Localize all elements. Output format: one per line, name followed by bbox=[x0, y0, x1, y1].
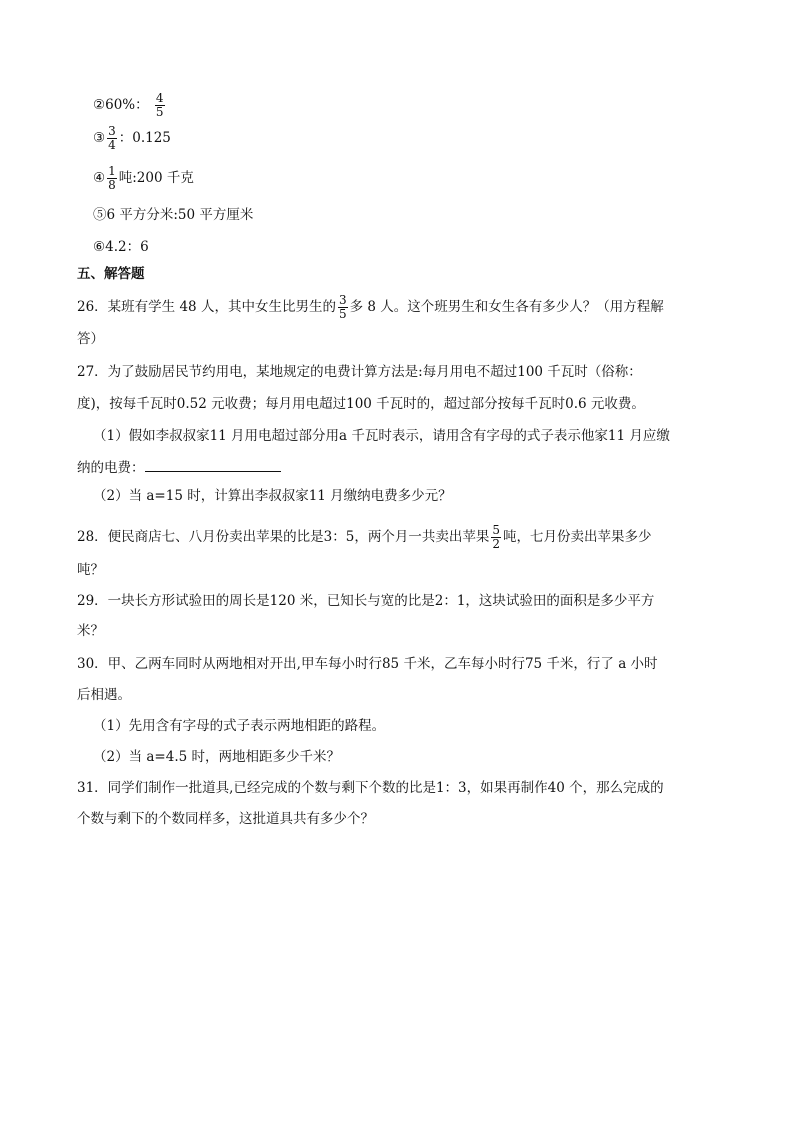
item-6-marker: ⑥ bbox=[93, 239, 106, 255]
question-30-sub-2: （2）当 a=4.5 时，两地相距多少千米？ bbox=[93, 749, 341, 765]
question-28-line-2: 吨？ bbox=[77, 562, 104, 578]
item-3-fraction bbox=[107, 125, 117, 152]
item-2-marker: ② bbox=[93, 97, 106, 113]
q26-frac-den: 5 bbox=[338, 307, 347, 321]
item-3-marker: ③ bbox=[93, 130, 106, 146]
q26-text-a: 26．某班有学生 48 人，其中女生比男生的 bbox=[77, 299, 336, 315]
question-31-line-1: 31．同学们制作一批道具,已经完成的个数与剩下个数的比是1：3，如果再制作40 个，那么完成的 bbox=[77, 780, 664, 796]
q28-frac-den: 2 bbox=[492, 537, 500, 551]
item-2-frac-num: 4 bbox=[155, 91, 164, 105]
question-27-sub-1-line-1: （1）假如李叔叔家11 月用电超过部分用a 千瓦时表示，请用含有字母的式子表示他家11 月应缴 bbox=[93, 428, 670, 444]
q28-fraction bbox=[491, 524, 501, 551]
question-27-line-2: 度)，按每千瓦时0.52 元收费；每月用电超过100 千瓦时的，超过部分按每千瓦时0.6 元收费。 bbox=[77, 396, 645, 412]
q26-text-b: 多 8 人。这个班男生和女生各有多少人？（用方程解 bbox=[349, 299, 664, 315]
question-26-line-1 bbox=[77, 294, 664, 321]
item-6 bbox=[93, 238, 149, 256]
item-6-text: 4.2：6 bbox=[105, 239, 149, 255]
question-30-sub-1: （1）先用含有字母的式子表示两地相距的路程。 bbox=[93, 718, 386, 734]
item-3-frac-num: 3 bbox=[108, 124, 116, 138]
question-28-line-1 bbox=[77, 524, 652, 551]
question-27-sub-2: （2）当 a=15 时，计算出李叔叔家11 月缴纳电费多少元？ bbox=[93, 488, 452, 504]
q26-fraction bbox=[338, 294, 348, 321]
q27-sub1-label: 纳的电费： bbox=[77, 460, 145, 476]
question-31-line-2: 个数与剩下的个数同样多，这批道具共有多少个？ bbox=[77, 811, 374, 827]
item-2-frac-den: 5 bbox=[155, 105, 164, 119]
q28-frac-num: 5 bbox=[492, 523, 500, 537]
item-2-left: 60%： bbox=[105, 97, 149, 113]
item-2 bbox=[93, 92, 167, 119]
item-5 bbox=[93, 206, 253, 224]
q28-text-b: 吨，七月份卖出苹果多少 bbox=[503, 529, 652, 545]
item-4-frac-den: 8 bbox=[108, 178, 116, 192]
answer-blank[interactable] bbox=[145, 457, 281, 472]
q26-frac-num: 3 bbox=[338, 293, 347, 307]
item-3 bbox=[93, 125, 171, 152]
question-27-sub-1-line-2 bbox=[77, 457, 281, 477]
item-4-frac-num: 1 bbox=[108, 164, 116, 178]
q28-text-a: 28．便民商店七、八月份卖出苹果的比是3：5，两个月一共卖出苹果 bbox=[77, 529, 490, 545]
question-29-line-1: 29．一块长方形试验田的周长是120 米，已知长与宽的比是2：1，这块试验田的面积是多少平方 bbox=[77, 593, 655, 609]
item-5-marker: ⑤ bbox=[93, 207, 107, 223]
item-3-frac-den: 4 bbox=[108, 138, 116, 152]
item-4-fraction bbox=[107, 165, 117, 192]
item-4-marker: ④ bbox=[93, 170, 106, 186]
section-heading: 五、解答题 bbox=[77, 266, 145, 282]
item-2-fraction bbox=[155, 92, 165, 119]
item-3-right: ：0.125 bbox=[118, 130, 171, 146]
item-4-right: 吨:200 千克 bbox=[118, 170, 194, 186]
question-30-line-1: 30．甲、乙两车同时从两地相对开出,甲车每小时行85 千米，乙车每小时行75 千米，行了 a 小时 bbox=[77, 656, 658, 672]
item-4 bbox=[93, 165, 194, 192]
question-30-line-2: 后相遇。 bbox=[77, 687, 131, 703]
item-5-text: 6 平方分米:50 平方厘米 bbox=[106, 207, 254, 223]
question-27-line-1: 27．为了鼓励居民节约用电，某地规定的电费计算方法是:每月用电不超过100 千瓦时（俗称： bbox=[77, 364, 642, 380]
question-29-line-2: 米？ bbox=[77, 623, 104, 639]
question-26-line-2: 答） bbox=[77, 331, 104, 347]
